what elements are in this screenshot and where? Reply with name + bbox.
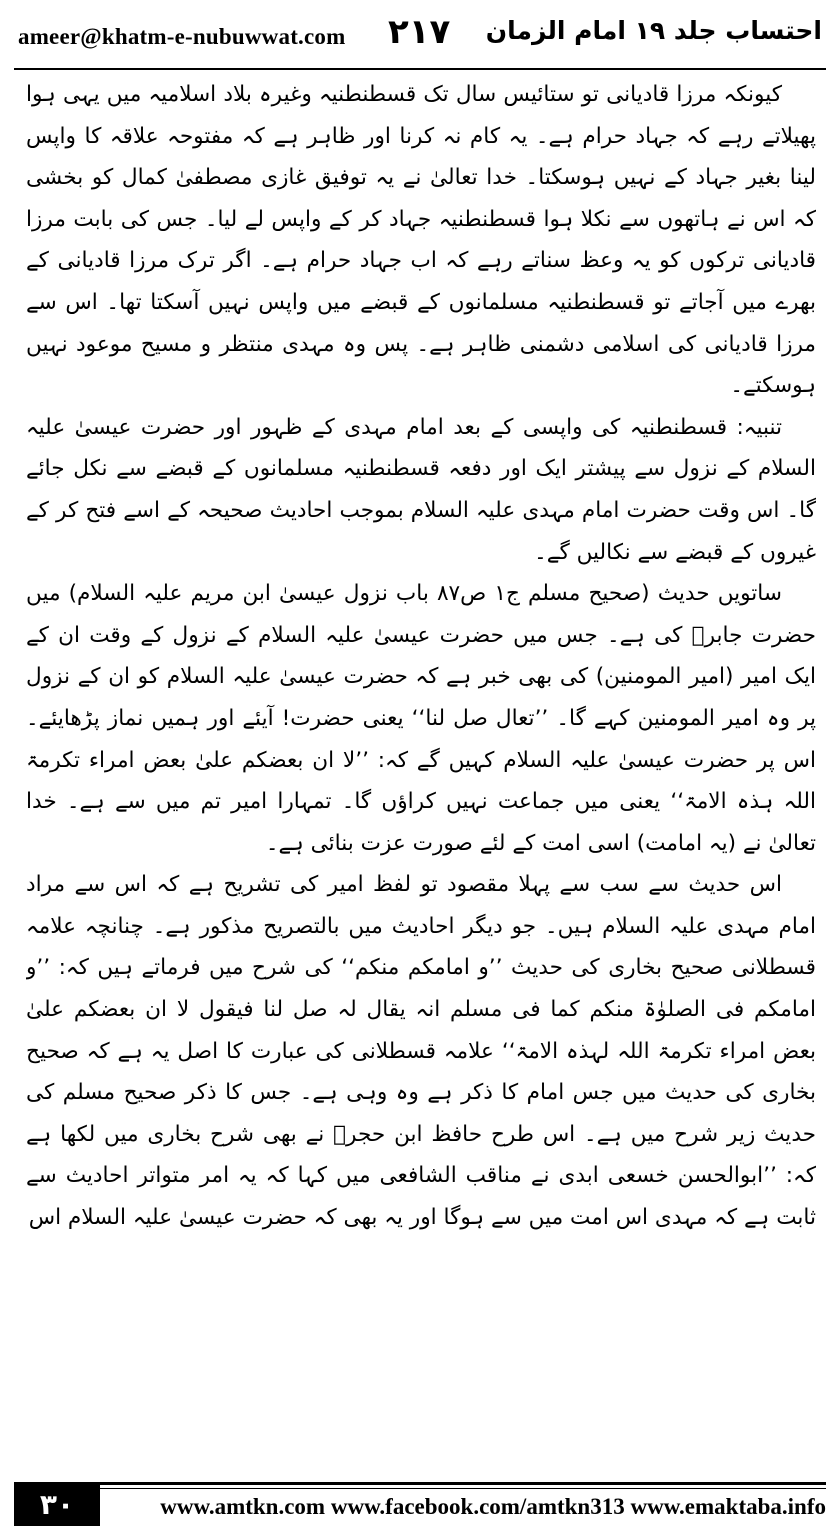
footer-links: www.amtkn.com www.facebook.com/amtkn313 www.emaktaba.info: [160, 1494, 826, 1519]
header-email: ameer@khatm-e-nubuwwat.com: [18, 24, 346, 49]
page-header: [18, 6, 822, 70]
paragraph: کیونکہ مرزا قادیانی تو ستائیس سال تک قسطنطنیہ وغیرہ بلاد اسلامیہ میں یہی ہوا پھیلاتے رہے کہ جہاد حرام ہے۔ یہ کام نہ کرنا اور ظاہر ہے کہ مفتوحہ علاقہ کا واپس لینا بغیر جہاد کے نہیں ہوسکتا۔ خدا تعالیٰ نے یہ توفیق غازی مصطفیٰ کمال کو بخشی کہ اس نے ہاتھوں سے نکلا ہوا قسطنطنیہ جہاد کر کے واپس لے لیا۔ جس کی بابت مرزا قادیانی ترکوں کو یہ وعظ سناتے رہے کہ اب جہاد حرام ہے۔ اگر ترک مرزا قادیانی کے بھرے میں آجاتے تو قسطنطنیہ مسلمانوں کے قبضے میں واپس نہیں آسکتا تھا۔ اس سے مرزا قادیانی کی اسلامی دشمنی ظاہر ہے۔ پس وہ مہدی منتظر و مسیح موعود نہیں ہوسکتے۔: [26, 82, 816, 399]
footer-page-box: ۳۰: [14, 1482, 100, 1526]
footer-divider-thin: [100, 1488, 826, 1489]
paragraph: ساتویں حدیث (صحیح مسلم ج۱ ص۸۷ باب نزول عیسیٰ ابن مریم علیہ السلام) میں حضرت جابرؓ کی ہے۔ جس میں حضرت عیسیٰ علیہ السلام کے نزول کے وقت ان کے ایک امیر (امیر المومنین) کی بھی خبر ہے کہ حضرت عیسیٰ علیہ السلام کو ان کے نزول پر وہ امیر المومنین کہے گا۔ ’’تعال صل لنا‘‘ یعنی حضرت! آیئے اور ہمیں نماز پڑھایئے۔ اس پر حضرت عیسیٰ علیہ السلام کہیں گے کہ: ’’لا ان بعضکم علیٰ بعض امراء تکرمۃ اللہ ہذہ الامۃ‘‘ یعنی میں جماعت نہیں کراؤں گا۔ تمہارا امیر تم میں سے ہے۔ خدا تعالیٰ نے (یہ امامت) اسی امت کے لئے صورت عزت بنائی ہے۔: [26, 581, 816, 856]
header-divider: [14, 68, 826, 70]
footer-divider: [100, 1482, 826, 1485]
body-text: [26, 74, 816, 1472]
paragraph: اس حدیث سے سب سے پہلا مقصود تو لفظ امیر کی تشریح ہے کہ اس سے مراد امام مہدی علیہ السلام ہیں۔ جو دیگر احادیث میں بالتصریح مذکور ہے۔ چنانچہ علامہ قسطلانی صحیح بخاری کی حدیث ’’و امامکم منکم‘‘ کی شرح میں فرماتے ہیں کہ: ’’و امامکم فی الصلوٰۃ منکم کما فی مسلم انہ یقال لہ صل لنا فیقول لا ان بعضکم علیٰ بعض امراء تکرمۃ اللہ لہذہ الامۃ‘‘ علامہ قسطلانی کی عبارت کا اصل یہ ہے کہ صحیح بخاری کی حدیث میں جس امام کا ذکر ہے وہ وہی ہے۔ جس کا ذکر صحیح مسلم کی حدیث زیر شرح میں ہے۔ اس طرح حافظ ابن حجرؒ نے بھی شرح بخاری میں لکھا ہے کہ: ’’ابوالحسن خسعی ابدی نے مناقب الشافعی میں کہا کہ یہ امر متواتر احادیث سے ثابت ہے کہ مہدی اس امت میں سے ہوگا اور یہ بھی کہ حضرت عیسیٰ علیہ السلام اس: [26, 872, 816, 1231]
header-page-number: ۲۱۷: [388, 12, 451, 52]
paragraph: تنبیہ: قسطنطنیہ کی واپسی کے بعد امام مہدی کے ظہور اور حضرت عیسیٰ علیہ السلام کے نزول سے پیشتر ایک اور دفعہ قسطنطنیہ مسلمانوں کے قبضے سے نکل جائے گا۔ اس وقت حضرت امام مہدی علیہ السلام بموجب احادیث صحیحہ کے اسے فتح کر کے غیروں کے قبضے سے نکالیں گے۔: [26, 414, 816, 565]
header-title: احتساب جلد ۱۹ امام الزمان: [485, 16, 822, 45]
